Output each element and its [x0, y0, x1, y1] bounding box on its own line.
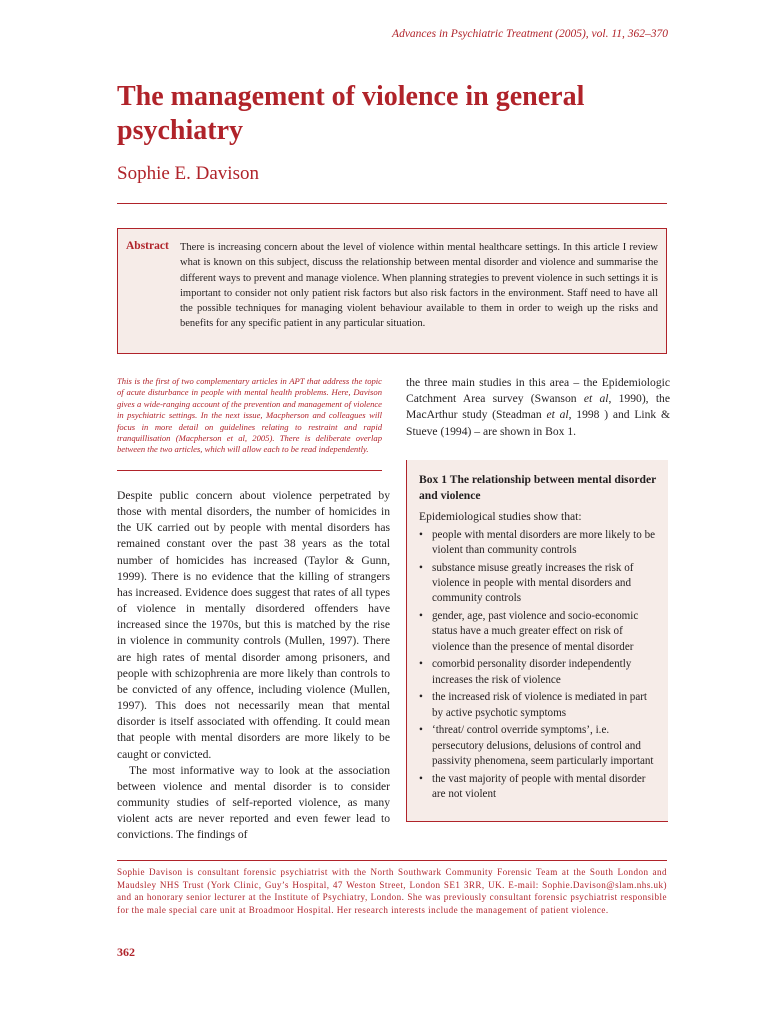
title-divider: [117, 203, 667, 204]
bullet: •: [419, 658, 423, 671]
series-note-divider: [117, 470, 382, 471]
bullet: •: [419, 724, 423, 737]
page-number: 362: [117, 945, 135, 959]
box-1-title: Box 1 The relationship between mental disorder and violence: [419, 473, 657, 502]
body-paragraph: Despite public concern about violence perpetrated by those with mental disorders, the number of homicides in the UK carried out by people with mental disorders has remained constant over the past 38 years as the total number of homicides has increased (Taylor & Gunn, 1999). There is no evidence that the killing of strangers has increased. Evidence does suggest that rates of all types of violence in mentally disordered offenders have increased since the 1970s, but this is matched by the rise in violence in community controls (Mullen, 1997). There are high rates of mental disorder among prisoners, and people with schizophrenia are more likely than controls to be convicted of any offence, including violence (Mullen, 1997). This does not necessarily mean that mental disorder is itself associated with offending. It could mean that people with mental disorders are more likely to be caught or convicted.: [117, 489, 390, 761]
list-item: [419, 609, 659, 655]
continuation-text: the three main studies in this area – the Epidemiologic Catchment Area survey (Swanson: [406, 376, 670, 406]
box-1-list: [419, 528, 659, 805]
list-item: [419, 528, 659, 558]
body-left-column: [117, 488, 390, 843]
journal-citation: Advances in Psychiatric Treatment (2005), vol. 11, 362–370: [392, 28, 668, 40]
bullet: •: [419, 529, 423, 541]
list-item: [419, 723, 659, 769]
bullet: •: [419, 562, 423, 574]
abstract-label: Abstract: [126, 240, 169, 252]
list-item-text: comorbid personality disorder independently increases the risk of violence: [432, 658, 632, 686]
list-item-text: gender, age, past violence and socio-economic status have a much greater effect on risk of violence than the presence of mental disorder: [432, 610, 639, 653]
continuation-text: , 1990), the MacArthur study (Steadman: [406, 392, 671, 422]
list-item-text: substance misuse greatly increases the risk of violence in people with mental disorders and community controls: [432, 562, 634, 605]
article-title: The management of violence in general psychiatry: [117, 81, 585, 146]
author-name: Sophie E. Davison: [117, 163, 259, 184]
list-item: [419, 657, 659, 687]
list-item: [419, 772, 659, 802]
list-item: [419, 561, 659, 607]
abstract-text: There is increasing concern about the level of violence within mental healthcare settings. In this article I review what is known on this subject, discuss the relationship between mental disorder and violence and summarise the different ways to prevent and manage violence. When planning strategies to prevent violence in such settings it is important to consider not only patient risk factors but also risk factors in the environment. Staff need to have all the possible techniques for managing violent behaviour available to them in order to weigh up the risks and benefits for any specific patient in any particular situation.: [180, 242, 658, 330]
list-item: [419, 690, 659, 720]
continuation-text: , 1998 ) and Link & Stueve (1994) – are shown in Box 1.: [406, 408, 670, 438]
list-item-text: people with mental disorders are more likely to be violent than community controls: [432, 529, 656, 557]
body-right-continuation: [406, 375, 670, 440]
et-al: et al: [583, 392, 609, 406]
footer-divider: [117, 860, 667, 861]
author-affiliation-note: Sophie Davison is consultant forensic psychiatrist with the North Southwark Community Forensic Team at the South London and Maudsley NHS Trust (York Clinic, Guy’s Hospital, 47 Weston Street, London SE1 3RR, UK. E-mail: Sophie.Davison@slam.nhs.uk) and an honorary senior lecturer at the Institute of Psychiatry, London. She was previously consultant forensic psychiatrist responsible for the male special care unit at Broadmoor Hospital. Her research interests include the management of patient violence.: [117, 867, 667, 915]
box-1-intro: Epidemiological studies show that:: [419, 510, 582, 523]
bullet: •: [419, 691, 423, 704]
list-item-text: ‘threat/ control override symptoms’, i.e. persecutory delusions, delusions of control and passivity phenomena, seem particularly important: [432, 724, 654, 767]
body-paragraph: The most informative way to look at the association between violence and mental disorder is to consider community studies of self-reported violence, as many violent acts are never reported and even fewer lead to convictions. The findings of: [117, 763, 390, 842]
list-item-text: the vast majority of people with mental disorder are not violent: [432, 772, 646, 800]
series-note: This is the first of two complementary articles in APT that address the topic of acute disturbance in people with mental health problems. Here, Davison gives a wide-ranging account of the prevention and management of violence in psychiatric settings. In the next issue, Macpherson and colleagues will focus in more detail on guidelines relating to restraint and rapid tranquillisation (Macpherson et al, 2005). There is deliberate overlap between the two articles, which will allow each to be read independently.: [117, 376, 382, 455]
list-item-text: the increased risk of violence is mediated in part by active psychotic symptoms: [432, 691, 648, 719]
bullet: •: [419, 772, 423, 785]
bullet: •: [419, 610, 423, 623]
et-al: et al: [546, 408, 569, 422]
